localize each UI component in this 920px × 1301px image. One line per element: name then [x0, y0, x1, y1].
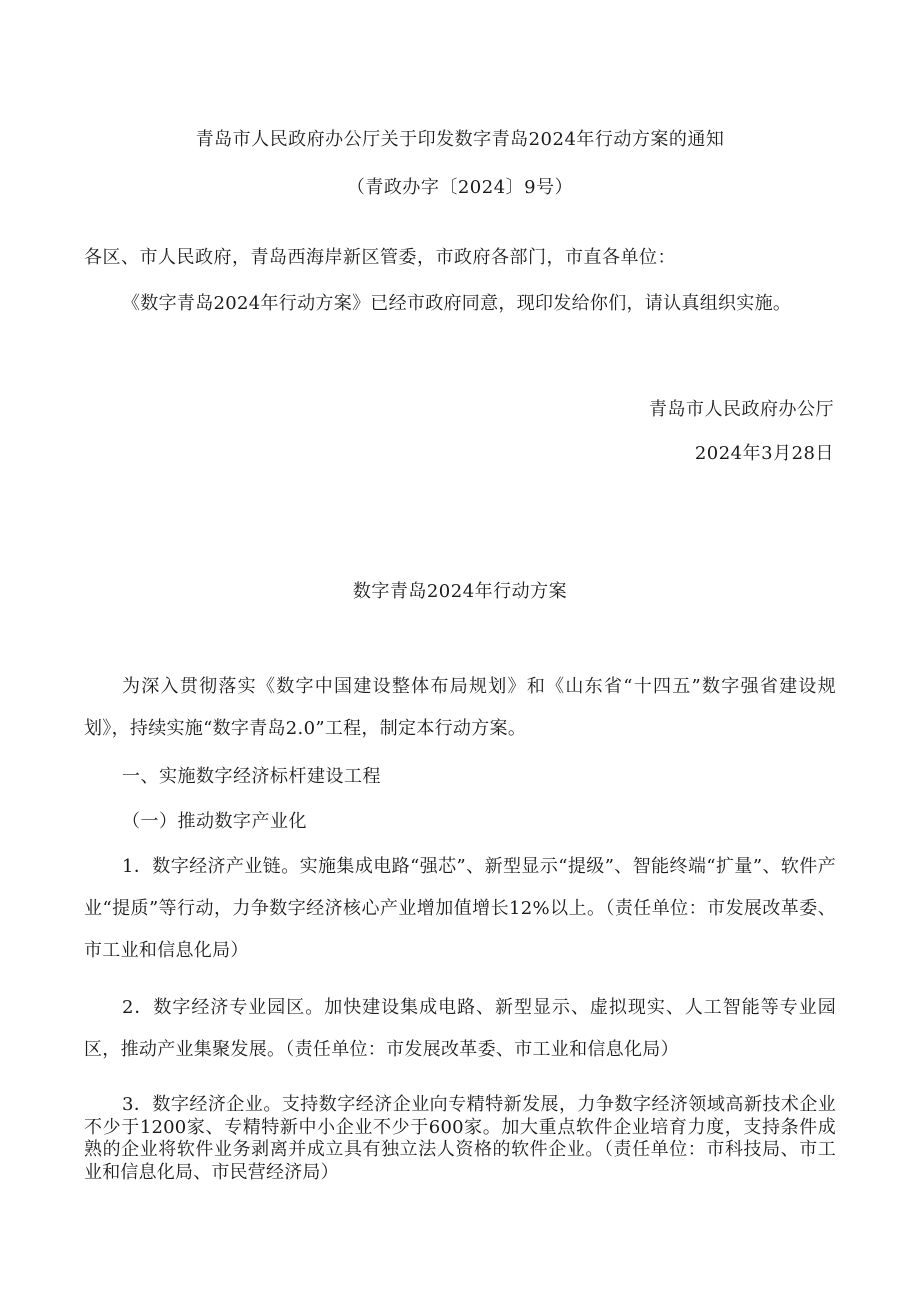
doc-number: （青政办字〔2024〕9号）	[346, 177, 574, 198]
plan-title: 数字青岛2024年行动方案	[352, 581, 568, 602]
plan-intro: 为深入贯彻落实《数字中国建设整体布局规划》和《山东省“十四五”数字强省建设规划》，持续实施“数字青岛2.0”工程，制定本行动方案。	[84, 676, 836, 739]
notice-title: 青岛市人民政府办公厅关于印发数字青岛2024年行动方案的通知	[195, 129, 725, 150]
signature: 青岛市人民政府办公厅	[649, 399, 834, 420]
item-2: 2．数字经济专业园区。加快建设集成电路、新型显示、虚拟现实、人工智能等专业园区，推动产业集聚发展。（责任单位：市发展改革委、市工业和信息化局）	[84, 997, 836, 1060]
item-3: 3．数字经济企业。支持数字经济企业向专精特新发展，力争数字经济领域高新技术企业不少于1200家、专精特新中小企业不少于600家。加大重点软件企业培育力度，支持条件成熟的企业将软件业务剥离并成立具有独立法人资格的软件企业。（责任单位：市科技局、市工业和信息化局、市民营经济局）	[84, 1094, 836, 1183]
section-heading-1: 一、实施数字经济标杆建设工程	[122, 766, 381, 787]
notice-body: 《数字青岛2024年行动方案》已经市政府同意，现印发给你们，请认真组织实施。	[122, 293, 792, 314]
recipients: 各区、市人民政府，青岛西海岸新区管委，市政府各部门，市直各单位：	[84, 247, 676, 268]
item-1: 1．数字经济产业链。实施集成电路“强芯”、新型显示“提级”、智能终端“扩量”、软件产业“提质”等行动，力争数字经济核心产业增加值增长12%以上。（责任单位：市发展改革委、市工业和信息化局）	[84, 856, 836, 961]
notice-date: 2024年3月28日	[694, 443, 834, 464]
subsection-heading-1: （一）推动数字产业化	[122, 811, 307, 832]
